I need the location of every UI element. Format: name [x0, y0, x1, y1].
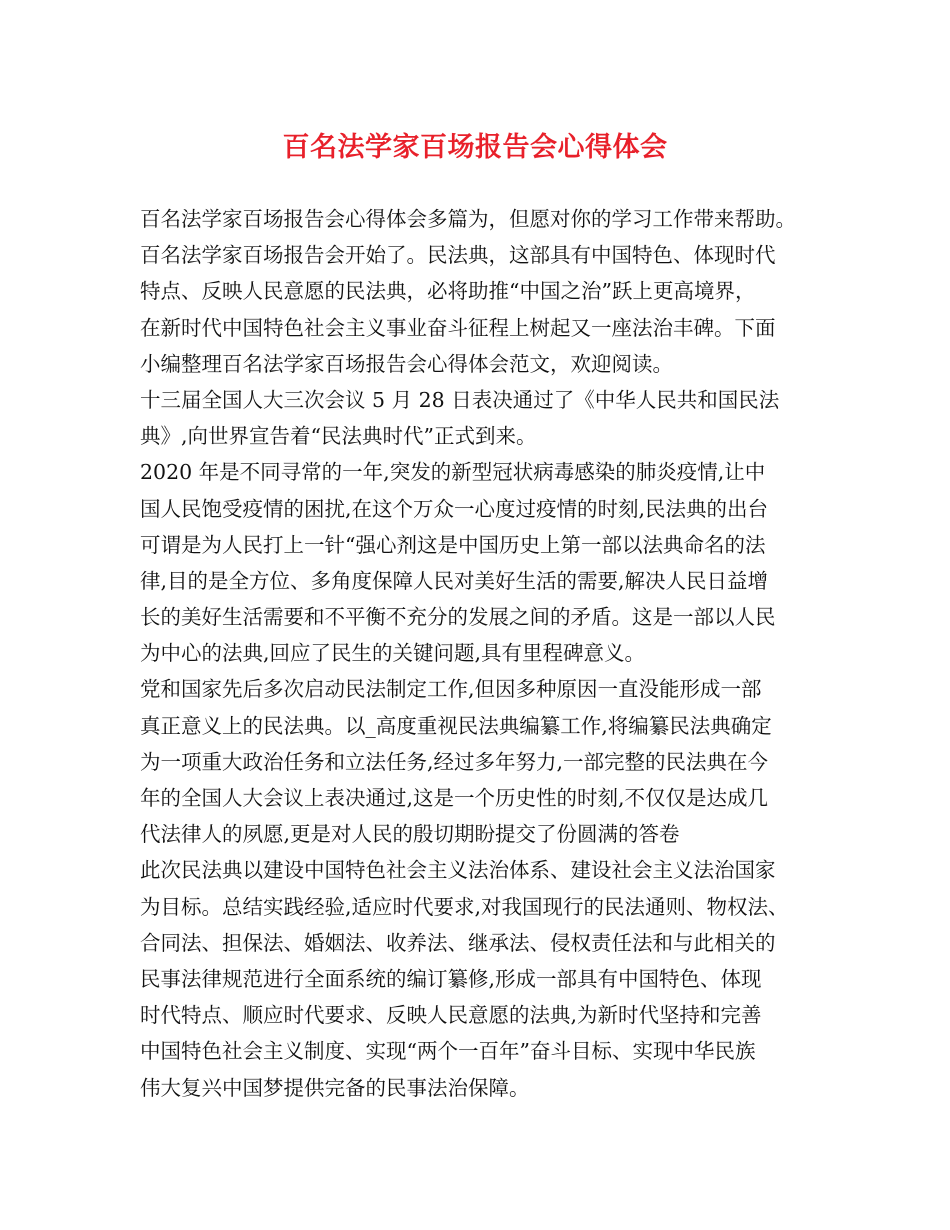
text-line: 在新时代中国特色社会主义事业奋斗征程上树起又一座法治丰碑。下面 [140, 315, 776, 340]
text-line: 代法律人的夙愿,更是对人民的殷切期盼提交了份圆满的答卷 [140, 822, 680, 847]
text-line: 为中心的法典,回应了民生的关键问题,具有里程碑意义。 [140, 641, 646, 666]
text-line: 国人民饱受疫情的困扰,在这个万众一心度过疫情的时刻,民法典的出台 [140, 496, 769, 521]
text-line: 律,目的是全方位、多角度保障人民对美好生活的需要,解决人民日益增 [140, 568, 769, 593]
text-line: 党和国家先后多次启动民法制定工作,但因多种原因一直没能形成一部 [140, 677, 762, 702]
text-line: 可谓是为人民打上一针“强心剂这是中国历史上第一部以法典命名的法 [140, 532, 766, 557]
text-line: 年的全国人大会议上表决通过,这是一个历史性的时刻,不仅仅是达成几 [140, 786, 769, 810]
text-line: 长的美好生活需要和不平衡不充分的发展之间的矛盾。这是一部以人民 [140, 605, 776, 630]
text-line: 中国特色社会主义制度、实现“两个一百年”奋斗目标、实现中华民族 [140, 1039, 756, 1064]
document-body [140, 201, 820, 1106]
text-line: 时代特点、顺应时代要求、反映人民意愿的法典,为新时代坚持和完善 [140, 1003, 762, 1028]
text-line: 伟大复兴中国梦提供完备的民事法治保障。 [140, 1075, 530, 1100]
text-line: 民事法律规范进行全面系统的编订纂修,形成一部具有中国特色、体现 [140, 966, 762, 991]
text-line: 2020 年是不同寻常的一年,突发的新型冠状病毒感染的肺炎疫情,让中 [140, 460, 766, 485]
text-line: 十三届全国人大三次会议 5 月 28 日表决通过了《中华人民共和国民法 [140, 387, 780, 412]
text-line: 特点、反映人民意愿的民法典，必将助推“中国之治”跃上更高境界， [140, 279, 756, 304]
text-line: 百名法学家百场报告会开始了。民法典，这部具有中国特色、体现时代 [140, 243, 776, 268]
text-line: 小编整理百名法学家百场报告会心得体会范文，欢迎阅读。 [140, 351, 673, 376]
document-title: 百名法学家百场报告会心得体会 [282, 132, 668, 163]
text-line: 合同法、担保法、婚姻法、收养法、继承法、侵权责任法和与此相关的 [140, 930, 776, 955]
text-line: 百名法学家百场报告会心得体会多篇为，但愿对你的学习工作带来帮助。 [140, 207, 796, 231]
text-line: 为目标。总结实践经验,适应时代要求,对我国现行的民法通则、物权法、 [140, 894, 789, 919]
text-line: 此次民法典以建设中国特色社会主义法治体系、建设社会主义法治国家 [140, 858, 776, 883]
text-line: 为一项重大政治任务和立法任务,经过多年努力,一部完整的民法典在今 [140, 749, 769, 774]
text-line: 典》,向世界宣告着“民法典时代”正式到来。 [140, 424, 537, 449]
text-line: 真正意义上的民法典。以_高度重视民法典编纂工作,将编纂民法典确定 [140, 713, 772, 738]
